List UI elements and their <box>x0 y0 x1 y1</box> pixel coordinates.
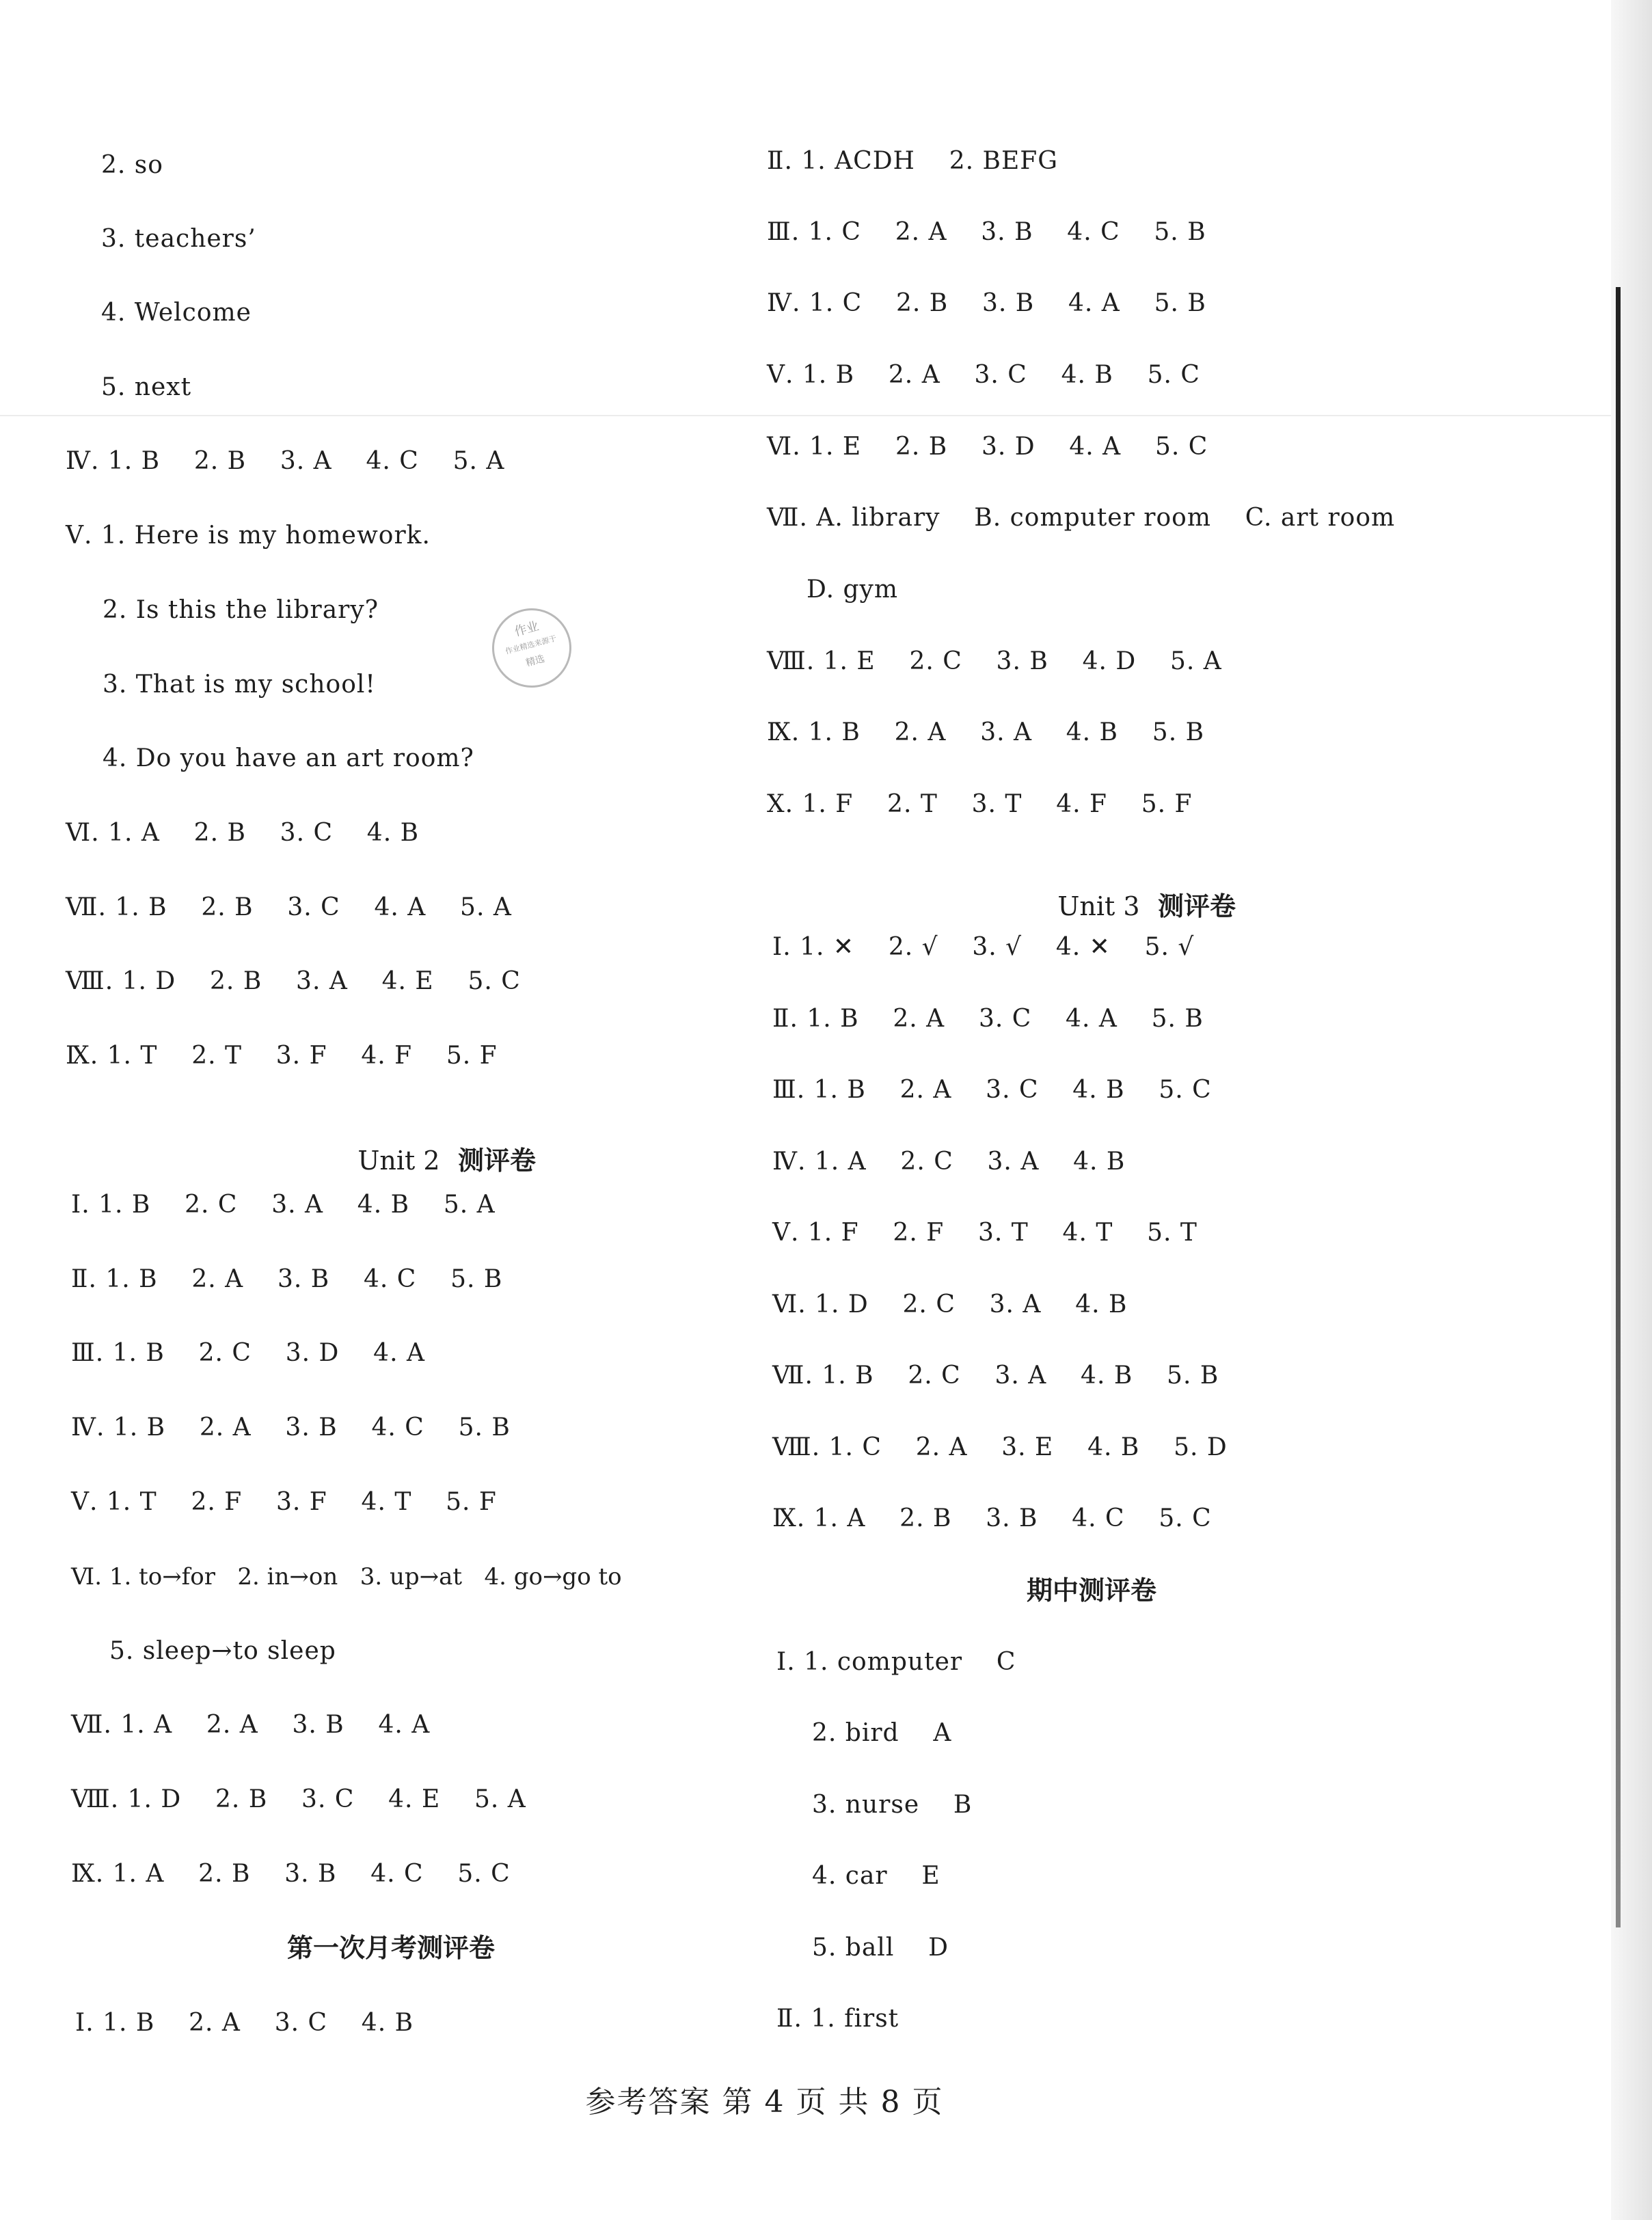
answer-line: Ⅱ. 1. B 2. A 3. C 4. A 5. B <box>772 1005 1204 1033</box>
answer-line: Ⅵ. 1. E 2. B 3. D 4. A 5. C <box>767 433 1208 461</box>
answer-line: 2. bird A <box>812 1719 952 1747</box>
answer-line: 2. so <box>101 151 163 179</box>
page-footer <box>0 2083 1652 2122</box>
heading-title: 测评卷 <box>458 1146 537 1176</box>
answer-line: Ⅸ. 1. A 2. B 3. B 4. C 5. C <box>772 1504 1212 1532</box>
answer-line: 5. ball D <box>812 1934 949 1962</box>
heading-unit-label: Unit 2 <box>357 1146 440 1176</box>
answer-line: Ⅶ. 1. B 2. C 3. A 4. B 5. B <box>772 1362 1219 1390</box>
answer-line: Ⅷ. 1. D 2. B 3. A 4. E 5. C <box>66 967 521 995</box>
answer-line: Ⅶ. 1. A 2. A 3. B 4. A <box>71 1711 431 1739</box>
answer-line: Ⅳ. 1. C 2. B 3. B 4. A 5. B <box>767 289 1206 317</box>
answer-line: 4. car E <box>812 1862 940 1890</box>
answer-line: Ⅷ. 1. C 2. A 3. E 4. B 5. D <box>772 1433 1228 1461</box>
watermark-stamp: 作业 作业精选来源于 精选 <box>483 599 580 696</box>
answer-line: Ⅴ. 1. B 2. A 3. C 4. B 5. C <box>767 361 1200 389</box>
heading-title: 测评卷 <box>1158 891 1236 921</box>
answer-line: Ⅱ. 1. ACDH 2. BEFG <box>767 147 1058 175</box>
answer-line: Ⅴ. 1. T 2. F 3. F 4. T 5. F <box>71 1488 497 1516</box>
answer-line: Ⅷ. 1. E 2. C 3. B 4. D 5. A <box>767 647 1222 675</box>
answer-line: Ⅲ. 1. C 2. A 3. B 4. C 5. B <box>767 218 1206 246</box>
answer-line: Ⅳ. 1. B 2. A 3. B 4. C 5. B <box>71 1413 511 1441</box>
page-fold-line <box>0 415 1652 416</box>
answer-line: Ⅴ. 1. F 2. F 3. T 4. T 5. T <box>772 1219 1197 1247</box>
answer-line: Ⅶ. 1. B 2. B 3. C 4. A 5. A <box>66 893 512 921</box>
answer-line: Ⅲ. 1. B 2. A 3. C 4. B 5. C <box>772 1076 1212 1104</box>
answer-line: 2. Is this the library? <box>103 596 379 624</box>
answer-line: Ⅹ. 1. F 2. T 3. T 4. F 5. F <box>767 790 1193 818</box>
answer-line: Ⅳ. 1. B 2. B 3. A 4. C 5. A <box>66 447 505 475</box>
answer-line: Ⅳ. 1. A 2. C 3. A 4. B <box>772 1148 1126 1176</box>
section-heading-midterm: 期中测评卷 <box>1027 1575 1157 1606</box>
answer-line: 3. nurse B <box>812 1791 973 1819</box>
answer-line: 4. Welcome <box>101 299 252 327</box>
answer-line: Ⅲ. 1. B 2. C 3. D 4. A <box>71 1339 425 1367</box>
answer-line: Ⅸ. 1. A 2. B 3. B 4. C 5. C <box>71 1860 511 1888</box>
answer-line: 5. sleep→to sleep <box>109 1637 336 1665</box>
answer-line: Ⅱ. 1. first <box>776 2005 899 2033</box>
answer-line: Ⅵ. 1. D 2. C 3. A 4. B <box>772 1290 1128 1318</box>
answer-line: Ⅸ. 1. B 2. A 3. A 4. B 5. B <box>767 718 1205 746</box>
answer-line: Ⅵ. 1. A 2. B 3. C 4. B <box>66 819 420 847</box>
answer-line: Ⅰ. 1. B 2. A 3. C 4. B <box>75 2009 414 2037</box>
heading-unit-label: Unit 3 <box>1057 891 1140 921</box>
answer-line: Ⅶ. A. library B. computer room C. art room <box>767 504 1396 532</box>
scan-shadow-mark <box>1616 287 1621 1927</box>
answer-line: 4. Do you have an art room? <box>103 744 474 772</box>
answer-line: Ⅴ. 1. Here is my homework. <box>66 522 431 550</box>
answer-line: Ⅸ. 1. T 2. T 3. F 4. F 5. F <box>66 1042 498 1070</box>
answer-line: Ⅰ. 1. ✕ 2. √ 3. √ 4. ✕ 5. √ <box>772 933 1195 961</box>
answer-line: D. gym <box>807 576 898 604</box>
answer-line: Ⅰ. 1. computer C <box>776 1648 1016 1676</box>
answer-line: 3. That is my school! <box>103 671 376 699</box>
answer-line: 5. next <box>101 373 192 401</box>
answer-line: Ⅵ. 1. to→for 2. in→on 3. up→at 4. go→go to <box>71 1563 622 1590</box>
answer-line: Ⅷ. 1. D 2. B 3. C 4. E 5. A <box>71 1785 526 1813</box>
answer-line: 3. teachers’ <box>101 225 256 253</box>
footer-text: 参考答案 第 4 页 共 8 页 <box>585 2085 944 2120</box>
answer-line: Ⅰ. 1. B 2. C 3. A 4. B 5. A <box>71 1191 496 1219</box>
answer-line: Ⅱ. 1. B 2. A 3. B 4. C 5. B <box>71 1265 503 1293</box>
section-heading-monthly: 第一次月考测评卷 <box>287 1933 496 1963</box>
